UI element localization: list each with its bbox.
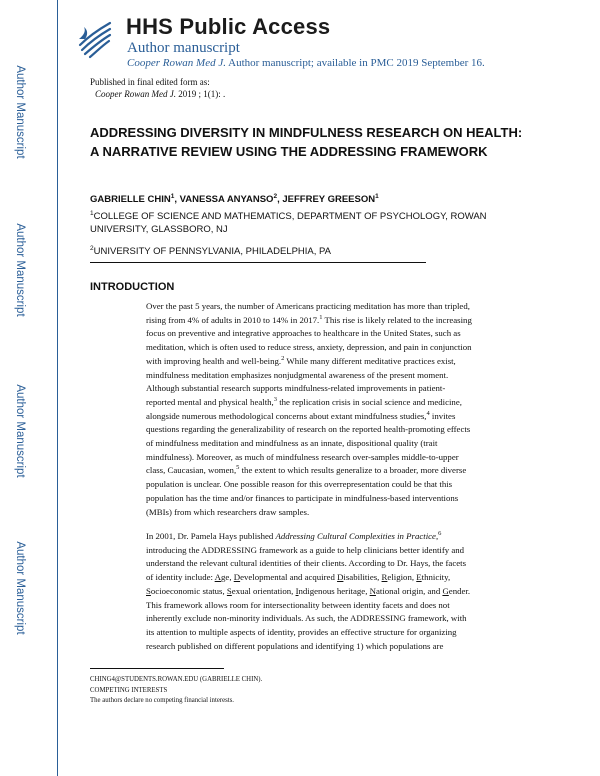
corresponding-email: CHING4@STUDENTS.ROWAN.EDU (GABRIELLE CHIN). [90, 676, 263, 683]
affiliation-marker: 2 [90, 244, 94, 252]
text-line: population has the time and/or finances to participate in mindfulness-based interventions [146, 492, 459, 503]
author-block-divider [90, 262, 426, 263]
text-line: of identity include: Age, Developmental and acquired Disabilities, Religion, Ethnicity, [146, 572, 451, 583]
text-line: introducing the ADDRESSING framework as a guide to help clinicians better identify and [146, 544, 465, 555]
affiliation-text: COLLEGE OF SCIENCE AND MATHEMATICS, DEPARTMENT OF PSYCHOLOGY, ROWAN UNIVERSITY, GLASSBORO, NJ [90, 211, 487, 235]
affiliation [90, 245, 530, 258]
header-citation [127, 57, 485, 69]
author-manuscript-label: Author Manuscript [14, 384, 26, 478]
published-note: Published in final edited form as: [90, 77, 210, 87]
text-line: (MBIs) from which researchers draw samples. [146, 506, 310, 517]
author-name: JEFFREY GREESON [282, 194, 376, 205]
reference-marker: 3 [273, 396, 278, 403]
author-manuscript-label: Author Manuscript [14, 223, 26, 317]
header-title: HHS Public Access [126, 14, 331, 39]
reference-marker: 1 [319, 313, 323, 321]
author-list: GABRIELLE CHIN$^1$, VANESSA ANYANSO$^2$, JEFFREY GREESON$^1$ [90, 192, 379, 205]
author-name: GABRIELLE CHIN [90, 194, 171, 205]
published-details: 2019 ; 1(1): . [176, 89, 226, 99]
hhs-eagle-logo-icon [76, 19, 114, 59]
section-heading: INTRODUCTION [90, 281, 175, 293]
reference-marker: 4 [426, 409, 430, 417]
text-line: reported mental and physical health,$^3$ the replication crisis in social science and medicine, [146, 396, 462, 407]
text-line: rising from 4% of adults in 2010 to 14% in 2017.$^1$ This rise is likely related to the increasing [146, 313, 472, 325]
reference-marker: 2 [281, 354, 285, 362]
text-line: with improving health and well-being.$^2$ While many different meditative practices exist, [146, 354, 456, 366]
left-margin [0, 0, 44, 776]
text-line: questions regarding the generalizability of research on the reported health-promoting effects [146, 424, 471, 435]
citation-journal: Cooper Rowan Med J. [127, 57, 226, 69]
intro-paragraph-2 [146, 530, 530, 653]
reference-marker: 6 [438, 530, 442, 538]
citation-availability: Author manuscript; available in PMC 2019 September 16. [225, 57, 485, 69]
reference-marker: 5 [236, 464, 240, 472]
text-line: In 2001, Dr. Pamela Hays published Addressing Cultural Complexities in Practice,$^6$ [146, 530, 442, 541]
author-affiliation-marker: 2 [273, 192, 278, 200]
author-name: VANESSA ANYANSO [179, 194, 274, 205]
text-line: its attention to multiple aspects of identity, provides an effective structure for organizing [146, 626, 457, 637]
text-line: mindfulness meditation emphasizes nonjudgmental awareness of the present moment. [146, 369, 449, 380]
text-line: meditation, which is often used to reduce stress, anxiety, depression, and pain in conjunction [146, 342, 472, 353]
author-manuscript-label: Author Manuscript [14, 65, 26, 159]
affiliation [90, 210, 530, 236]
text-line: understand the relevant cultural identities of their clients. According to Dr. Hays, the facets [146, 558, 467, 569]
author-manuscript-label: Author Manuscript [14, 541, 26, 635]
affiliation-text: UNIVERSITY OF PENNSYLVANIA, PHILADELPHIA, PA [93, 246, 332, 257]
article-title: ADDRESSING DIVERSITY IN MINDFULNESS RESEARCH ON HEALTH: A NARRATIVE REVIEW USING THE ADDRESSING FRAMEWORK [90, 125, 523, 159]
text-line: alongside numerous methodological concerns about extant mindfulness studies,$^4$ invites [146, 409, 456, 421]
published-citation [95, 89, 225, 99]
competing-interests-text: The authors declare no competing financial interests. [90, 697, 235, 704]
competing-interests-heading: COMPETING INTERESTS [90, 687, 168, 694]
book-title: Addressing Cultural Complexities in Practice [275, 531, 436, 541]
text-line: research published on different populations and identifying 1) which populations are [146, 640, 444, 651]
margin-divider [57, 0, 58, 776]
text-line: Over the past 5 years, the number of Americans practicing meditation has more than tripled, [146, 301, 470, 311]
published-journal: Cooper Rowan Med J. [95, 89, 176, 99]
header-subtitle: Author manuscript [127, 40, 240, 56]
text-line: of mindfulness meditation and mindfulness as an innate, dispositional quality (trait [146, 438, 438, 449]
author-affiliation-marker: 1 [375, 192, 379, 200]
text-line: Although substantial research supports mindfulness-related improvements in patient- [146, 383, 446, 394]
text-line: Socioeconomic status, Sexual orientation, Indigenous heritage, National origin, and Gender. [146, 585, 471, 596]
text-line: This framework allows room for intersectionality between identity facets and does not [146, 599, 450, 610]
text-line: mindfulness). Moreover, as much of mindfulness research over-samples middle-to-upper [146, 451, 459, 462]
text-line: inherently exclude non-minority individuals. As such, the ADDRESSING framework, with [146, 613, 467, 624]
footnote-divider [90, 668, 224, 669]
text-line: class, Caucasian, women,$^5$ the extent to which results generalize to a broader, more diverse [146, 464, 467, 476]
affiliation-marker: 1 [90, 209, 94, 217]
text-line: population is unclear. One possible reason for this overrepresentation could be that this [146, 479, 453, 490]
intro-paragraph-1 [146, 300, 530, 519]
author-affiliation-marker: 1 [170, 192, 175, 200]
text-line: focus on preventive and integrative approaches to healthcare in the United States, such as [146, 328, 461, 339]
